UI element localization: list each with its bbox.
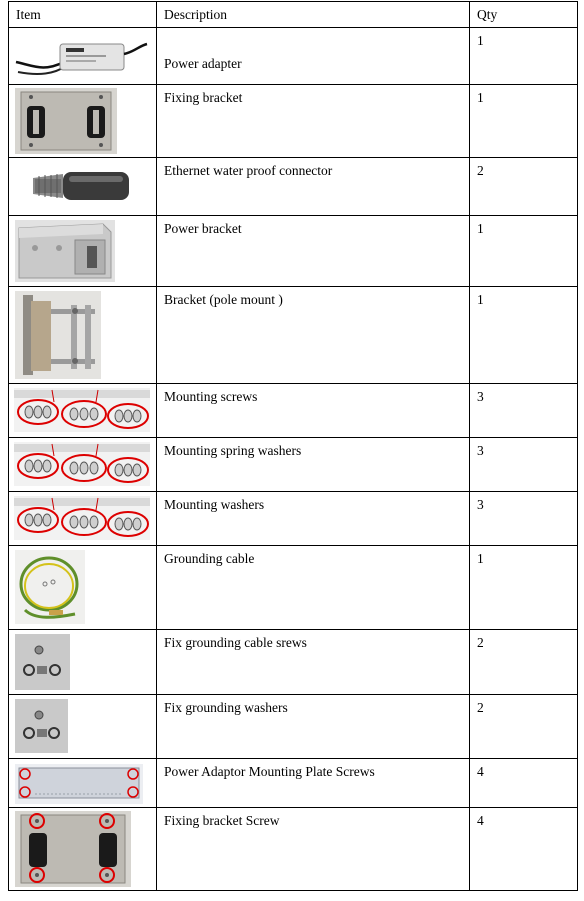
qty-cell: 2 xyxy=(470,695,578,759)
table-row xyxy=(9,158,578,216)
description-cell: Power bracket xyxy=(157,216,470,287)
ethernet-connector-image xyxy=(29,166,139,206)
table-row xyxy=(9,28,578,85)
fixing-bracket-screw-image xyxy=(15,811,131,887)
power-bracket-image xyxy=(15,220,115,282)
header-description: Description xyxy=(157,2,470,28)
table-row xyxy=(9,384,578,438)
qty-cell: 1 xyxy=(470,85,578,158)
table-row xyxy=(9,695,578,759)
table-row xyxy=(9,808,578,891)
table-row xyxy=(9,546,578,630)
item-cell xyxy=(9,695,157,759)
table-row xyxy=(9,438,578,492)
item-cell xyxy=(9,492,157,546)
qty-cell: 2 xyxy=(470,630,578,695)
description-cell: Mounting screws xyxy=(157,384,470,438)
qty-cell: 4 xyxy=(470,808,578,891)
table-row xyxy=(9,492,578,546)
item-cell xyxy=(9,808,157,891)
qty-cell: 1 xyxy=(470,287,578,384)
item-cell xyxy=(9,158,157,216)
qty-cell: 2 xyxy=(470,158,578,216)
qty-cell: 3 xyxy=(470,438,578,492)
item-cell xyxy=(9,28,157,85)
grounding-washers-image xyxy=(15,699,68,753)
description-cell: Mounting washers xyxy=(157,492,470,546)
qty-cell: 3 xyxy=(470,384,578,438)
item-cell xyxy=(9,216,157,287)
qty-cell: 1 xyxy=(470,546,578,630)
spring-washers-image xyxy=(14,442,150,486)
item-cell xyxy=(9,85,157,158)
mounting-washers-image xyxy=(14,496,150,540)
fixing-bracket-image xyxy=(15,88,117,154)
description-cell: Grounding cable xyxy=(157,546,470,630)
qty-cell: 3 xyxy=(470,492,578,546)
description-cell: Mounting spring washers xyxy=(157,438,470,492)
description-cell: Power Adaptor Mounting Plate Screws xyxy=(157,759,470,808)
item-cell xyxy=(9,438,157,492)
parts-table xyxy=(8,1,578,891)
table-row xyxy=(9,287,578,384)
item-cell xyxy=(9,630,157,695)
table-row xyxy=(9,630,578,695)
mounting-plate-screws-image xyxy=(15,764,143,804)
header-qty: Qty xyxy=(470,2,578,28)
grounding-screws-image xyxy=(15,634,70,690)
qty-cell: 4 xyxy=(470,759,578,808)
item-cell xyxy=(9,546,157,630)
grounding-cable-image xyxy=(15,550,85,624)
table-row xyxy=(9,759,578,808)
qty-cell: 1 xyxy=(470,216,578,287)
description-cell: Fix grounding washers xyxy=(157,695,470,759)
description-cell: Fixing bracket Screw xyxy=(157,808,470,891)
item-cell xyxy=(9,384,157,438)
mounting-screws-image xyxy=(14,388,150,432)
description-cell: Fix grounding cable srews xyxy=(157,630,470,695)
pole-mount-bracket-image xyxy=(15,291,101,379)
header-row xyxy=(9,2,578,28)
item-cell xyxy=(9,759,157,808)
description-cell: Ethernet water proof connector xyxy=(157,158,470,216)
table-row xyxy=(9,216,578,287)
qty-cell: 1 xyxy=(470,28,578,85)
table-row xyxy=(9,85,578,158)
power-adapter-image xyxy=(14,32,148,78)
description-cell: Power adapter xyxy=(157,28,470,85)
header-item: Item xyxy=(9,2,157,28)
description-cell: Fixing bracket xyxy=(157,85,470,158)
description-cell: Bracket (pole mount ) xyxy=(157,287,470,384)
item-cell xyxy=(9,287,157,384)
